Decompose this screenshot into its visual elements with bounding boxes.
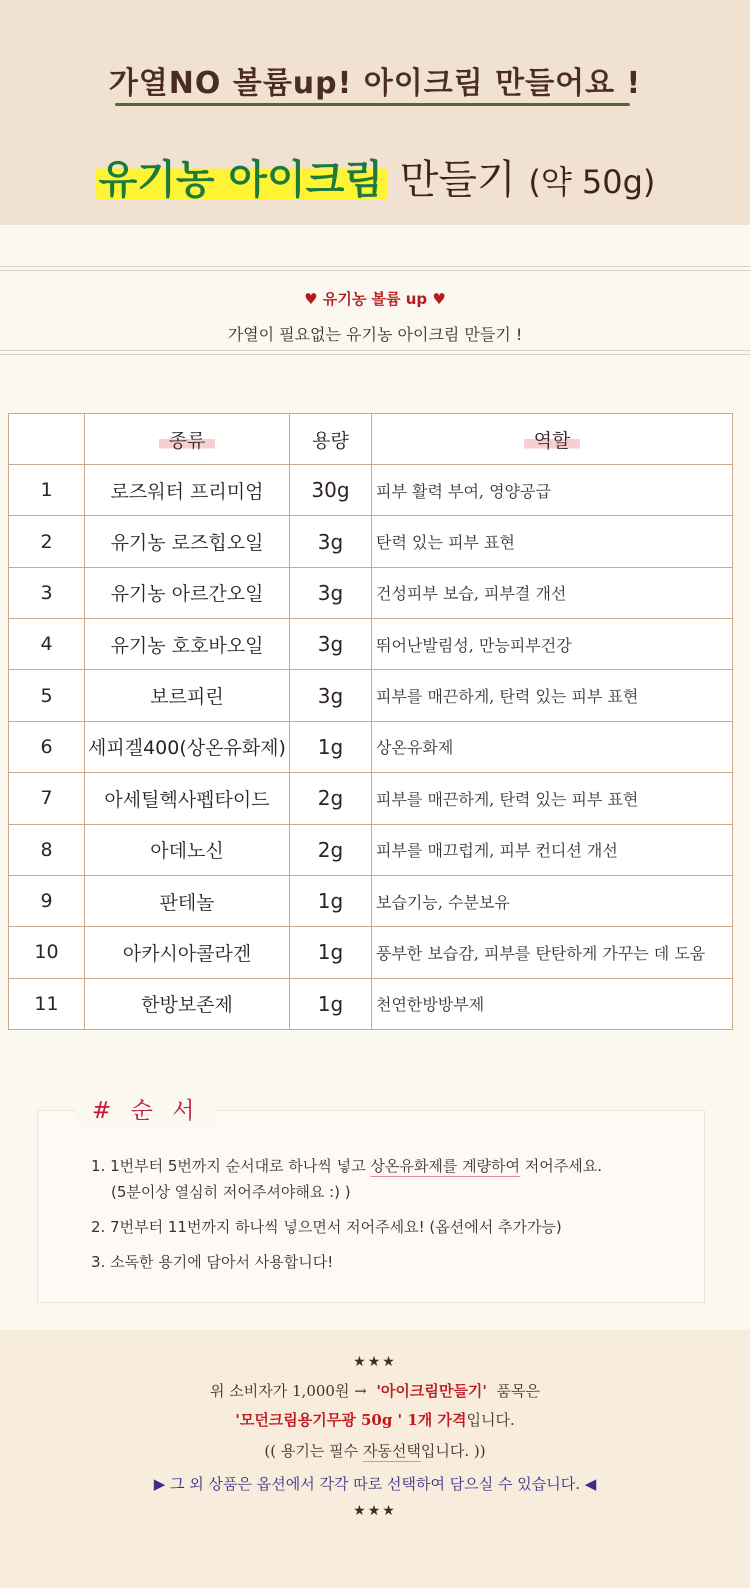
row-number: 3	[9, 567, 85, 618]
ingredient-role: 상온유화제	[372, 721, 733, 772]
row-number: 2	[9, 516, 85, 567]
row-number: 4	[9, 619, 85, 670]
divider	[0, 350, 750, 351]
ingredient-role: 뛰어난발림성, 만능피부건강	[372, 619, 733, 670]
table-row	[9, 927, 733, 978]
table-header-row	[9, 414, 733, 465]
divider	[0, 354, 750, 355]
ingredient-name: 보르피린	[85, 670, 290, 721]
steps-label: # 순 서	[76, 1092, 216, 1125]
header-subtitle: 가열NO 볼륨up! 아이크림 만들어요 !	[108, 66, 642, 101]
row-number: 6	[9, 721, 85, 772]
step-1: 1. 1번부터 5번까지 순서대로 하나씩 넣고 상온유화제를 계량하여 저어주세요.	[91, 1157, 603, 1175]
ingredient-role: 풍부한 보습감, 피부를 탄탄하게 가꾸는 데 도움	[372, 927, 733, 978]
header-banner	[0, 0, 750, 225]
ingredient-name: 판테놀	[85, 875, 290, 926]
row-number: 8	[9, 824, 85, 875]
ingredient-name: 아세틸헥사펩타이드	[85, 773, 290, 824]
ingredient-amount: 1g	[290, 721, 372, 772]
ingredient-name: 아데노신	[85, 824, 290, 875]
subtitle-underline	[115, 103, 630, 106]
ingredient-amount: 3g	[290, 516, 372, 567]
divider	[0, 270, 750, 271]
stars-bottom: ★★★	[353, 1503, 397, 1519]
ingredient-amount: 1g	[290, 927, 372, 978]
title-rest: 만들기	[399, 157, 516, 203]
page-title	[0, 148, 750, 205]
table-row	[9, 567, 733, 618]
table-row	[9, 721, 733, 772]
ingredient-amount: 3g	[290, 619, 372, 670]
table-row	[9, 670, 733, 721]
table-row	[9, 465, 733, 516]
header-amount: 용량	[290, 414, 372, 465]
row-number: 1	[9, 465, 85, 516]
ingredient-role: 건성피부 보습, 피부결 개선	[372, 567, 733, 618]
title-highlight: 유기농 아이크림	[95, 157, 387, 203]
table-row	[9, 978, 733, 1029]
ingredient-amount: 30g	[290, 465, 372, 516]
ingredient-name: 로즈워터 프리미엄	[85, 465, 290, 516]
price-line-3: (( 용기는 필수 자동선택입니다. ))	[264, 1442, 486, 1460]
price-line-2: '모던크림용기무광 50g ' 1개 가격입니다.	[235, 1411, 515, 1429]
row-number: 11	[9, 978, 85, 1029]
table-row	[9, 619, 733, 670]
ingredient-role: 피부를 매끈하게, 탄력 있는 피부 표현	[372, 773, 733, 824]
ingredient-name: 아카시아콜라겐	[85, 927, 290, 978]
table-row	[9, 824, 733, 875]
ingredient-amount: 3g	[290, 670, 372, 721]
ingredient-amount: 3g	[290, 567, 372, 618]
table-row	[9, 773, 733, 824]
table-row	[9, 875, 733, 926]
header-role: 역할	[372, 414, 733, 465]
ingredient-role: 피부를 매끈하게, 탄력 있는 피부 표현	[372, 670, 733, 721]
ingredient-amount: 1g	[290, 875, 372, 926]
ingredient-name: 유기농 호호바오일	[85, 619, 290, 670]
ingredient-role: 탄력 있는 피부 표현	[372, 516, 733, 567]
ingredient-role: 피부를 매끄럽게, 피부 컨디션 개선	[372, 824, 733, 875]
intro-text: 가열이 필요없는 유기농 아이크림 만들기 !	[227, 325, 523, 344]
row-number: 7	[9, 773, 85, 824]
stars-top: ★★★	[353, 1354, 397, 1370]
ingredient-role: 보습기능, 수분보유	[372, 875, 733, 926]
row-number: 10	[9, 927, 85, 978]
price-line-1: 위 소비자가 1,000원 → '아이크림만들기' 품목은	[210, 1382, 540, 1400]
ingredient-table	[8, 413, 733, 1030]
header-type: 종류	[85, 414, 290, 465]
ingredient-name: 유기농 로즈힙오일	[85, 516, 290, 567]
ingredient-amount: 2g	[290, 773, 372, 824]
step-2: 2. 7번부터 11번까지 하나씩 넣으면서 저어주세요! (옵션에서 추가가능)	[91, 1218, 562, 1236]
ingredient-name: 한방보존제	[85, 978, 290, 1029]
option-notice: ▶ 그 외 상품은 옵션에서 각각 따로 선택하여 담으실 수 있습니다. ◀	[153, 1475, 597, 1493]
row-number: 9	[9, 875, 85, 926]
ingredient-amount: 1g	[290, 978, 372, 1029]
ingredient-role: 천연한방방부제	[372, 978, 733, 1029]
divider	[0, 266, 750, 267]
step-3: 3. 소독한 용기에 담아서 사용합니다!	[91, 1253, 334, 1271]
title-amount: (약 50g)	[528, 163, 656, 201]
ingredient-role: 피부 활력 부여, 영양공급	[372, 465, 733, 516]
ingredient-name: 세피겔400(상온유화제)	[85, 721, 290, 772]
header-no	[9, 414, 85, 465]
ingredient-name: 유기농 아르간오일	[85, 567, 290, 618]
steps-box	[37, 1110, 705, 1303]
intro-tag: ♥ 유기농 볼륨 up ♥	[304, 290, 446, 308]
table-row	[9, 516, 733, 567]
step-1-note: (5분이상 열심히 저어주셔야해요 :) )	[111, 1183, 351, 1201]
ingredient-amount: 2g	[290, 824, 372, 875]
row-number: 5	[9, 670, 85, 721]
